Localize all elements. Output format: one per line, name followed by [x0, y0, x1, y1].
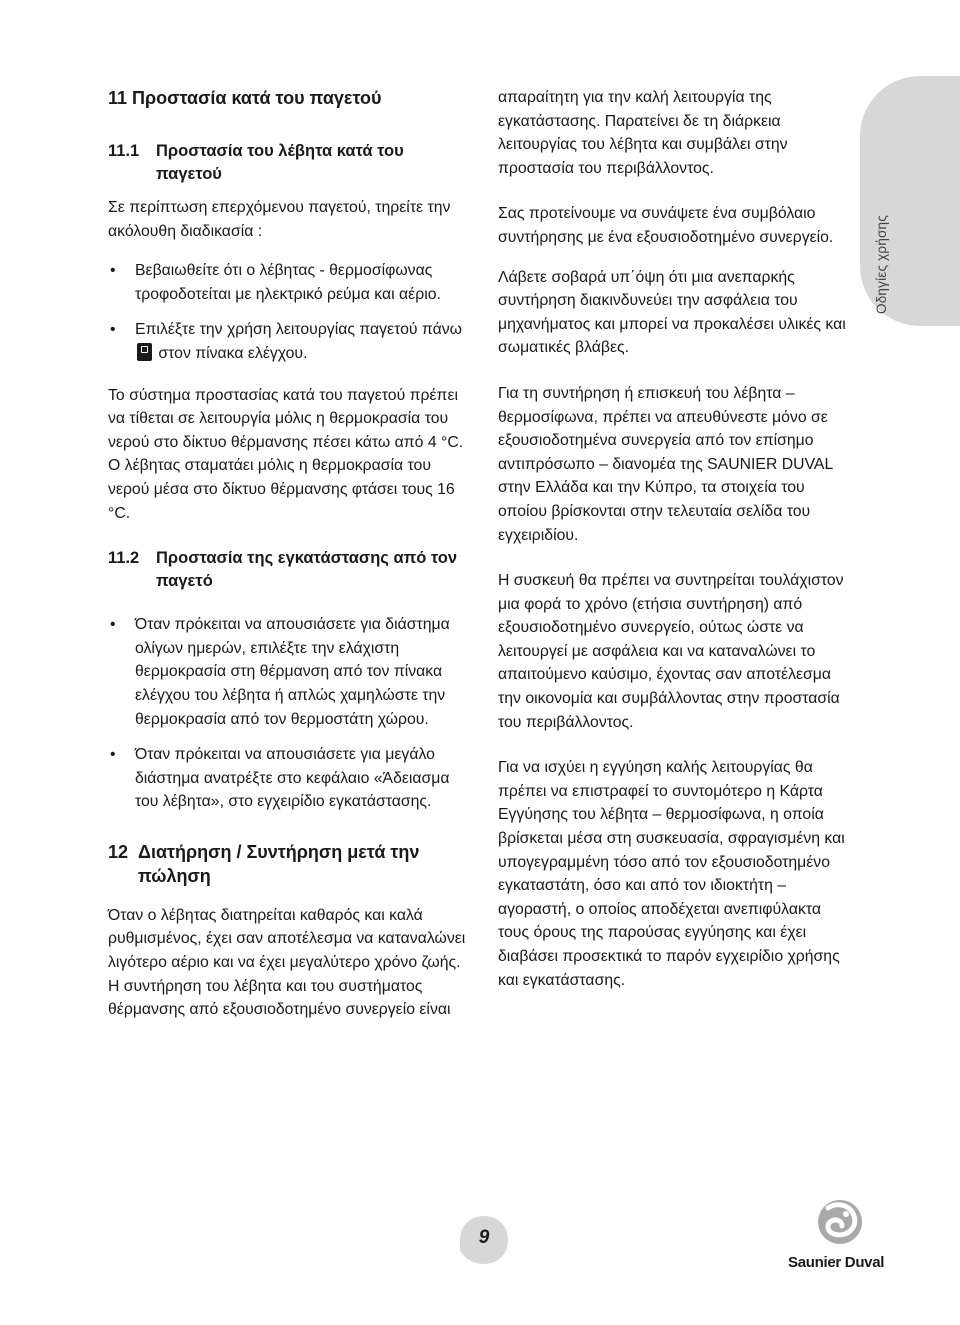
paragraph: Σας προτείνουμε να συνάψετε ένα συμβόλαιο συντήρησης με ένα εξουσιοδοτημένο συνεργείο.	[498, 205, 834, 246]
page-number: 9	[478, 1227, 490, 1248]
bullet-text-post: στον πίνακα ελέγχου.	[158, 344, 308, 362]
heading-12-title: Διατήρηση / Συντήρηση μετά την πώληση	[138, 841, 420, 886]
list-item	[108, 613, 466, 731]
paragraph: Ο λέβητας σταματάει μόλις η θερμοκρασία του νερού μέσα στο δίκτυο θέρμανσης φτάσει τους 16 °C.	[108, 457, 455, 522]
right-column	[498, 86, 856, 992]
paragraph: Λάβετε σοβαρά υπ΄όψη ότι μια ανεπαρκής συντήρηση διακινδυνεύει την ασφάλεια του μηχανήματος και μπορεί να προκαλέσει υλικές και σωματικές βλάβες.	[498, 268, 846, 357]
heading-11: 11 Προστασία κατά του παγετού	[108, 88, 382, 108]
bullet-text: Βεβαιωθείτε ότι ο λέβητας - θερμοσίφωνας τροφοδοτείται με ηλεκτρικό ρεύμα και αέριο.	[135, 262, 441, 303]
paragraph: Όταν ο λέβητας διατηρείται καθαρός και καλά ρυθμισμένος, έχει σαν αποτέλεσμα να καταναλώνει λιγότερο αέριο και να έχει μεγαλύτερο χρόνο ζωής. Η συντήρηση του λέβητα και του συστήματος θέρμανσης από εξουσιοδοτημένο συνεργείο είναι	[108, 906, 466, 1019]
heading-11-2-title: Προστασία της εγκατάστασης από τον παγετό	[156, 549, 458, 591]
heading-12	[108, 840, 466, 888]
paragraph: Για τη συντήρηση ή επισκευή του λέβητα – θερμοσίφωνα, πρέπει να απευθύνεστε μόνο σε εξουσιοδοτημένα συνεργεία από τον επίσημο αντιπρόσωπο – διανομέα της SAUNIER DUVAL στην Ελλάδα και την Κύπρο, τα στοιχεία του οποίου βρίσκονται στην τελευταία σελίδα του εγχειριδίου.	[498, 384, 833, 544]
left-column	[108, 86, 466, 1022]
paragraph: απαραίτητη για την καλή λειτουργία της εγκατάστασης. Παρατείνει δε τη διάρκεια λειτουργίας του λέβητα και συμβάλει στην προστασία του περιβάλλοντος.	[498, 89, 788, 177]
intro-paragraph: Σε περίπτωση επερχόμενου παγετού, τηρείτε την ακόλουθη διαδικασία :	[108, 199, 451, 240]
brand-name: Saunier Duval	[788, 1254, 885, 1271]
heading-11-1	[108, 140, 466, 186]
frost-mode-icon	[137, 343, 152, 361]
heading-11-2-number: 11.2	[108, 549, 140, 568]
bullet-icon: •	[110, 616, 116, 634]
bullet-text: Όταν πρόκειται να απουσιάσετε για διάστημα ολίγων ημερών, επιλέξτε την ελάχιστη θερμοκρασία στη θέρμανση από τον πίνακα ελέγχου του λέβητα ή απλώς χαμηλώστε την θερμοκρασία από τον θερμοστάτη χώρου.	[135, 616, 450, 728]
paragraph: Το σύστημα προστασίας κατά του παγετού πρέπει να τίθεται σε λειτουργία μόλις η θερμοκρασία του νερού στο δίκτυο θέρμανσης πέσει κάτω από 4 °C.	[108, 386, 464, 451]
list-item	[108, 259, 466, 306]
bullet-icon: •	[110, 262, 116, 280]
list-item	[108, 318, 466, 365]
list-item	[108, 743, 466, 814]
heading-11-2	[108, 547, 466, 593]
bullet-text	[135, 318, 466, 365]
heading-12-number: 12	[108, 841, 129, 862]
bullet-icon: •	[110, 746, 116, 764]
heading-11-1-number: 11.1	[108, 142, 140, 160]
heading-11-1-title: Προστασία του λέβητα κατά του παγετού	[156, 142, 404, 183]
bullet-icon: •	[110, 321, 116, 339]
side-tab-label: Οδηγίες χρήσης	[874, 215, 889, 314]
paragraph: Για να ισχύει η εγγύηση καλής λειτουργίας θα πρέπει να επιστραφεί το συντομότερο η Κάρτα Εγγύησης του λέβητα – θερμοσίφωνα, η οποία βρίσκεται μέσα στη συσκευασία, σφραγισμένη και υπογεγραμμένη τόσο από τον εξουσιοδοτημένο εγκαταστάτη, όσο και από τον ιδιοκτήτη – αγοραστή, ο οποίος αποδέχεται ανεπιφύλακτα τους όρους της παρούσας εγγύησης και έχει διαβάσει προσεκτικά το παρόν εγχειρίδιο χρήσης και εγκατάστασης.	[498, 759, 845, 989]
page-number-badge	[458, 1214, 510, 1266]
bullet-text: Όταν πρόκειται να απουσιάσετε για μεγάλο διάστημα ανατρέξτε στο κεφάλαιο «Άδειασμα του λέβητα», στο εγχειρίδιο εγκατάστασης.	[135, 746, 450, 811]
bullet-text-pre: Επιλέξτε την χρήση λειτουργίας παγετού πάνω	[135, 321, 462, 339]
paragraph: Η συσκευή θα πρέπει να συντηρείται τουλάχιστον μια φορά το χρόνο (ετήσια συντήρηση) από εξουσιοδοτημένο συνεργείο, ούτως ώστε να λειτουργεί με ασφάλεια και να καταναλώνει το απαιτούμενο καύσιμο, έχοντας σαν αποτέλεσμα την οικονομία και συμβάλλοντας στην προστασία του περιβάλλοντος.	[498, 572, 844, 731]
